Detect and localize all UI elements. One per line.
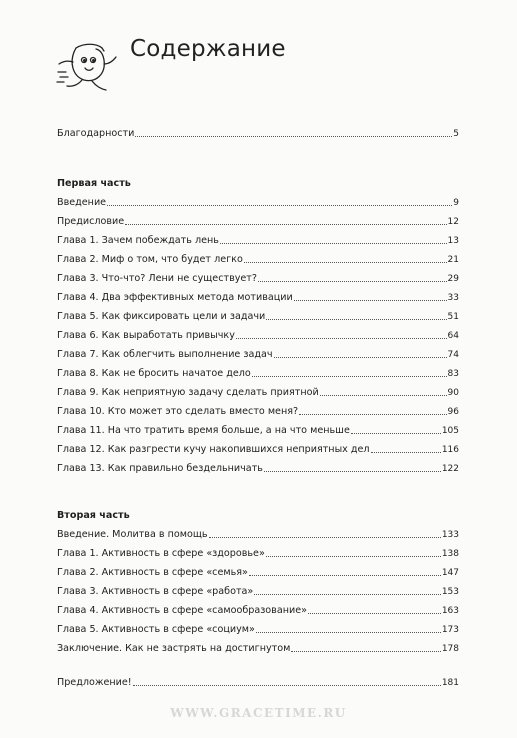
toc-entry-page: 9	[453, 198, 459, 208]
toc-entry[interactable]	[57, 233, 459, 247]
section-heading-part2: Вторая часть	[57, 510, 130, 521]
toc-entry-page: 122	[441, 464, 459, 474]
toc-entry-page: 33	[447, 293, 459, 303]
toc-entry[interactable]	[57, 527, 459, 541]
dot-leader	[308, 613, 441, 614]
dot-leader	[258, 281, 447, 282]
toc-entry-page: 138	[441, 549, 459, 559]
toc-entry-label: Введение. Молитва в помощь	[57, 529, 208, 540]
dot-leader	[125, 224, 446, 225]
toc-entry[interactable]	[57, 584, 459, 598]
dot-leader	[133, 685, 441, 686]
toc-entry-label: Введение	[57, 197, 107, 208]
toc-entry[interactable]	[57, 546, 459, 560]
toc-entry-page: 173	[441, 625, 459, 635]
toc-entry[interactable]	[57, 442, 459, 456]
dot-leader	[256, 632, 441, 633]
toc-entry-label: Глава 5. Активность в сфере «социум»	[57, 624, 255, 635]
dot-leader	[291, 651, 440, 652]
dot-leader	[249, 575, 441, 576]
toc-entry[interactable]	[57, 565, 459, 579]
toc-entry-label: Глава 3. Активность в сфере «работа»	[57, 586, 254, 597]
toc-entry-label: Глава 2. Активность в сфере «семья»	[57, 567, 248, 578]
toc-entry-page: 181	[441, 678, 459, 688]
toc-entry[interactable]	[57, 423, 459, 437]
toc-entry-page: 5	[453, 129, 459, 139]
dot-leader	[351, 433, 441, 434]
dot-leader	[209, 537, 441, 538]
toc-entry-page: 133	[441, 530, 459, 540]
toc-entry-label: Глава 4. Активность в сфере «самообразование»	[57, 605, 307, 616]
toc-entry[interactable]	[57, 347, 459, 361]
toc-entry-page: 51	[447, 312, 459, 322]
toc-entry-label: Глава 6. Как выработать привычку	[57, 330, 235, 341]
dot-leader	[252, 376, 447, 377]
dot-leader	[236, 338, 447, 339]
toc-entry-page: 147	[441, 568, 459, 578]
dot-leader	[244, 262, 447, 263]
toc-entry-page: 83	[447, 369, 459, 379]
toc-entry[interactable]	[57, 252, 459, 266]
page-title: Содержание	[130, 36, 286, 62]
dot-leader	[266, 556, 441, 557]
toc-entry-page: 74	[447, 350, 459, 360]
dot-leader	[371, 452, 441, 453]
toc-entry-label: Глава 9. Как неприятную задачу сделать приятной	[57, 387, 319, 398]
toc-entry[interactable]	[57, 214, 459, 228]
toc-entry[interactable]	[57, 290, 459, 304]
toc-entry[interactable]	[57, 385, 459, 399]
toc-entry[interactable]	[57, 271, 459, 285]
toc-entry-page: 90	[447, 388, 459, 398]
toc-entry-label: Заключение. Как не застрять на достигнутом	[57, 643, 291, 654]
toc-entry-page: 29	[447, 274, 459, 284]
toc-entry-label: Глава 7. Как облегчить выполнение задач	[57, 349, 273, 360]
dot-leader	[274, 357, 447, 358]
toc-entry-page: 105	[441, 426, 459, 436]
toc-entry-page: 96	[447, 407, 459, 417]
toc-entry-page: 153	[441, 587, 459, 597]
toc-entry-label: Предложение!	[57, 677, 132, 688]
toc-entry-acknowledgements[interactable]	[57, 126, 459, 140]
toc-entry-proposal[interactable]	[57, 675, 459, 689]
toc-entry-label: Благодарности	[57, 128, 135, 139]
dot-leader	[266, 319, 446, 320]
toc-entry[interactable]	[57, 622, 459, 636]
toc-entry-label: Глава 11. На что тратить время больше, а на что меньше	[57, 425, 350, 436]
toc-entry-label: Глава 1. Активность в сфере «здоровье»	[57, 548, 265, 559]
running-character-icon	[56, 40, 122, 96]
section-heading-part1: Первая часть	[57, 178, 131, 189]
toc-entry-label: Глава 2. Миф о том, что будет легко	[57, 254, 243, 265]
footer-watermark: WWW.GRACETIME.RU	[170, 706, 347, 720]
dot-leader	[299, 414, 446, 415]
toc-entry[interactable]	[57, 366, 459, 380]
toc-entry[interactable]	[57, 195, 459, 209]
toc-entry-label: Глава 12. Как разгрести кучу накопившихся неприятных дел	[57, 444, 370, 455]
toc-entry[interactable]	[57, 603, 459, 617]
toc-entry-label: Глава 3. Что-что? Лени не существует?	[57, 273, 257, 284]
toc-entry-page: 116	[441, 445, 459, 455]
toc-entry-page: 64	[447, 331, 459, 341]
toc-entry[interactable]	[57, 461, 459, 475]
dot-leader	[220, 243, 447, 244]
toc-entry-page: 12	[447, 217, 459, 227]
toc-entry-page: 21	[447, 255, 459, 265]
toc-entry[interactable]	[57, 404, 459, 418]
toc-entry-label: Глава 13. Как правильно бездельничать	[57, 463, 263, 474]
dot-leader	[264, 471, 441, 472]
toc-entry-label: Глава 8. Как не бросить начатое дело	[57, 368, 251, 379]
toc-entry-label: Предисловие	[57, 216, 125, 227]
toc-entry-page: 178	[441, 644, 459, 654]
dot-leader	[294, 300, 447, 301]
toc-entry[interactable]	[57, 641, 459, 655]
dot-leader	[107, 205, 452, 206]
dot-leader	[135, 136, 452, 137]
dot-leader	[254, 594, 441, 595]
toc-entry-label: Глава 5. Как фиксировать цели и задачи	[57, 311, 266, 322]
toc-entry-label: Глава 4. Два эффективных метода мотивации	[57, 292, 293, 303]
toc-entry[interactable]	[57, 328, 459, 342]
toc-entry-page: 13	[447, 236, 459, 246]
toc-entry[interactable]	[57, 309, 459, 323]
toc-entry-label: Глава 10. Кто может это сделать вместо меня?	[57, 406, 299, 417]
dot-leader	[320, 395, 447, 396]
toc-entry-page: 163	[441, 606, 459, 616]
toc-entry-label: Глава 1. Зачем побеждать лень	[57, 235, 219, 246]
